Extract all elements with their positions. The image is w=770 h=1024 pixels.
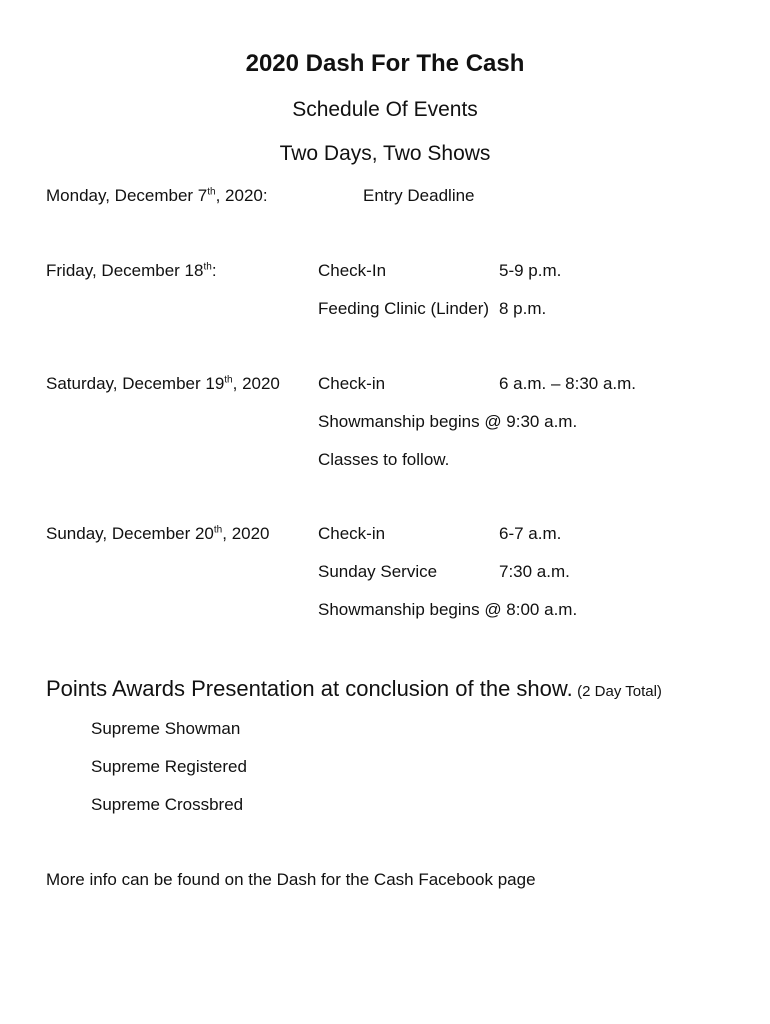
monday-date: Monday, December 7th, 2020: <box>46 186 268 205</box>
award-item: Supreme Crossbred <box>91 795 244 814</box>
sunday-date: Sunday, December 20th, 2020 <box>46 524 270 543</box>
sunday-time-2: 7:30 a.m. <box>499 562 570 581</box>
saturday-event-3: Classes to follow. <box>318 450 450 469</box>
award-item: Supreme Showman <box>91 719 241 738</box>
document-title: 2020 Dash For The Cash <box>245 50 525 77</box>
award-item: Supreme Registered <box>91 757 247 776</box>
saturday-event-2: Showmanship begins @ 9:30 a.m. <box>318 412 578 431</box>
friday-date: Friday, December 18th: <box>46 261 217 280</box>
friday-time-2: 8 p.m. <box>499 299 547 318</box>
awards-heading-line <box>46 676 662 702</box>
saturday-date: Saturday, December 19th, 2020 <box>46 374 280 393</box>
awards-heading: Points Awards Presentation at conclusion of the show. <box>46 676 573 701</box>
awards-note: (2 Day Total) <box>577 683 662 700</box>
sunday-event-3: Showmanship begins @ 8:00 a.m. <box>318 600 578 619</box>
document-subtitle: Schedule Of Events <box>292 98 478 121</box>
friday-event-2: Feeding Clinic (Linder) <box>318 299 490 318</box>
sunday-time-1: 6-7 a.m. <box>499 524 562 543</box>
sunday-event-2: Sunday Service <box>318 562 438 581</box>
saturday-time-1: 6 a.m. – 8:30 a.m. <box>499 374 637 393</box>
friday-event-1: Check-In <box>318 261 387 280</box>
footer-info: More info can be found on the Dash for the Cash Facebook page <box>46 870 536 889</box>
sunday-event-1: Check-in <box>318 524 386 543</box>
saturday-event-1: Check-in <box>318 374 386 393</box>
friday-time-1: 5-9 p.m. <box>499 261 562 280</box>
document-tagline: Two Days, Two Shows <box>279 142 491 165</box>
monday-entry: Entry Deadline <box>363 186 475 205</box>
